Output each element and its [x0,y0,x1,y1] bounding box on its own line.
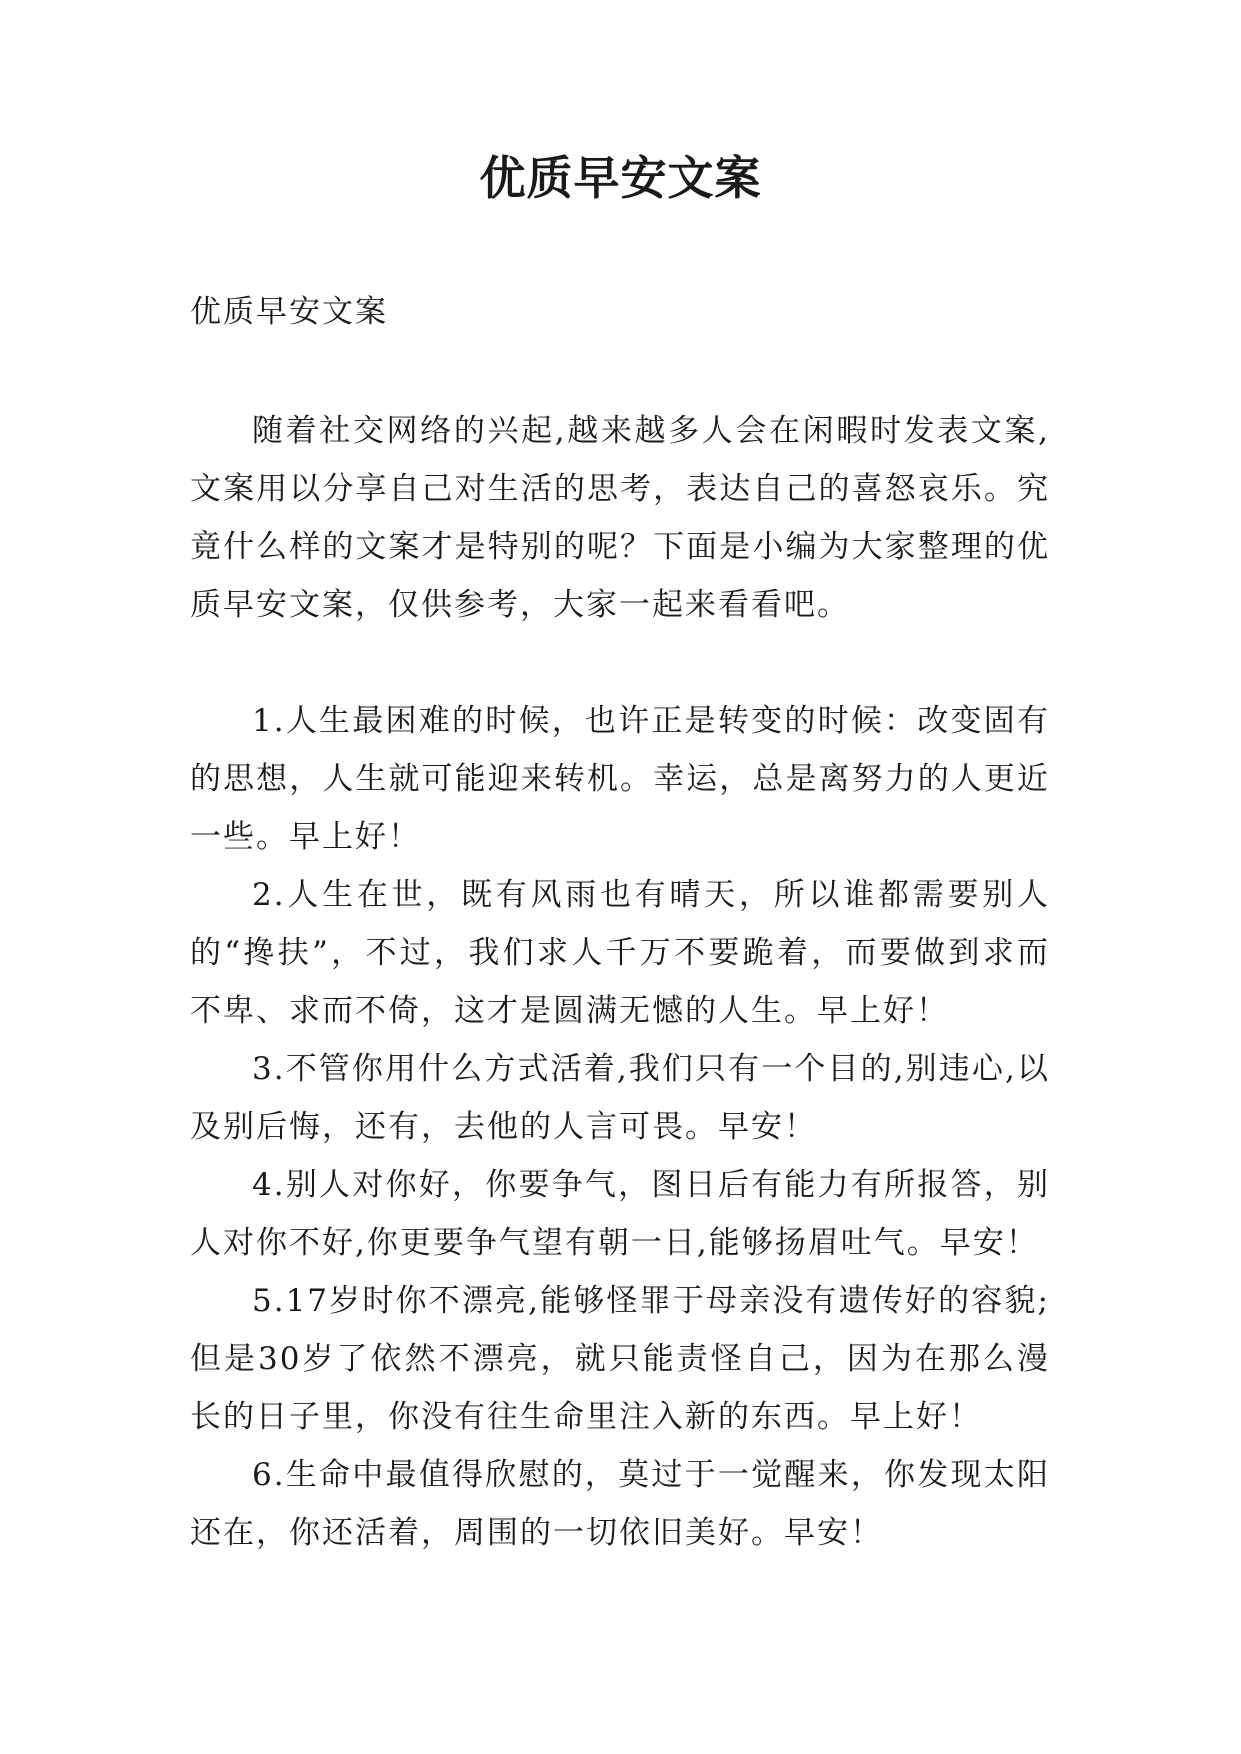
quote-item-2: 2.人生在世，既有风雨也有晴天，所以谁都需要别人的“搀扶”，不过，我们求人千万不要跪着，而要做到求而不卑、求而不倚，这才是圆满无憾的人生。早上好！ [190,877,1050,1029]
quote-item-4: 4.别人对你好，你要争气，图日后有能力有所报答，别人对你不好,你更要争气望有朝一日,能够扬眉吐气。早安！ [190,1167,1050,1261]
quote-item-6: 6.生命中最值得欣慰的，莫过于一觉醒来，你发现太阳还在，你还活着，周围的一切依旧美好。早安！ [190,1457,1050,1551]
intro-paragraph: 随着社交网络的兴起,越来越多人会在闲暇时发表文案,文案用以分享自己对生活的思考，表达自己的喜怒哀乐。究竟什么样的文案才是特别的呢？下面是小编为大家整理的优质早安文案，仅供参考，大家一起来看看吧。 [190,413,1050,623]
intro-section [190,402,1050,634]
document-title: 优质早安文案 [479,151,762,205]
quote-list [190,692,1050,1562]
quote-item-3: 3.不管你用什么方式活着,我们只有一个目的,别违心,以及别后悔，还有，去他的人言可畏。早安！ [190,1051,1050,1145]
quote-item-5: 5.17岁时你不漂亮,能够怪罪于母亲没有遗传好的容貌;但是30岁了依然不漂亮，就只能责怪自己，因为在那么漫长的日子里，你没有往生命里注入新的东西。早上好！ [190,1283,1050,1435]
document-subtitle: 优质早安文案 [190,294,388,330]
quote-item-1: 1.人生最困难的时候，也许正是转变的时候：改变固有的思想，人生就可能迎来转机。幸运，总是离努力的人更近一些。早上好！ [190,703,1050,855]
